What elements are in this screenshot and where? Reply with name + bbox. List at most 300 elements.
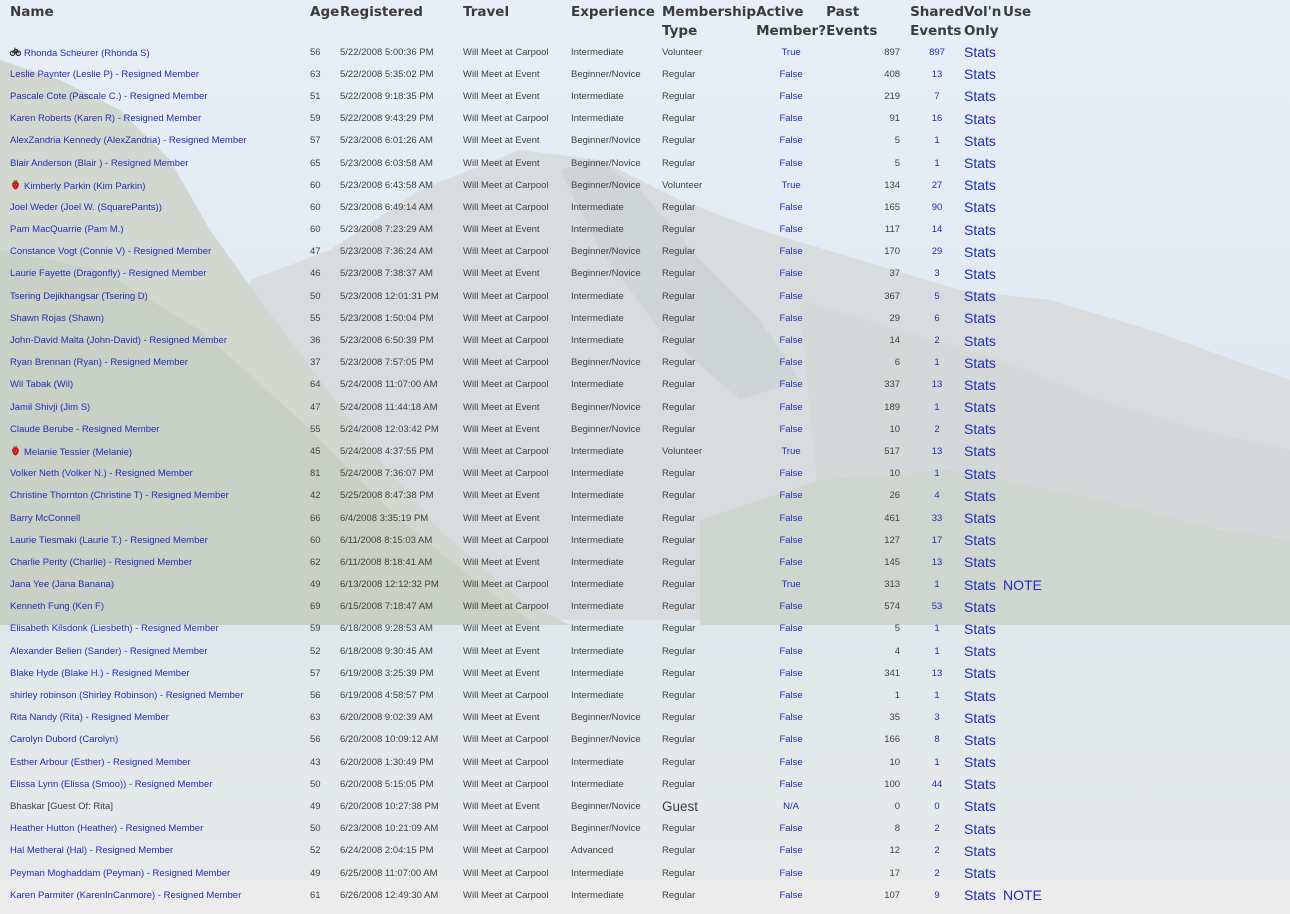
- experience-cell: Intermediate: [571, 113, 624, 125]
- member-name-link[interactable]: Leslie Paynter (Leslie P) - Resigned Member: [10, 68, 200, 80]
- member-name: [0, 574, 310, 596]
- member-name: [0, 219, 310, 241]
- use-cell: [1003, 485, 1063, 507]
- table-row: [0, 884, 1063, 906]
- use-cell: [1003, 862, 1063, 884]
- stats-link[interactable]: Stats: [964, 421, 996, 438]
- shared-events-cell: 33: [931, 512, 943, 524]
- stats-cell: [964, 285, 1003, 307]
- use-cell: [1003, 285, 1063, 307]
- table-row: [0, 263, 1063, 285]
- stats-link[interactable]: Stats: [964, 643, 996, 660]
- member-name-link[interactable]: Blair Anderson (Blair ) - Resigned Member: [10, 157, 189, 169]
- member-name: [0, 840, 310, 862]
- table-row: [0, 440, 1063, 462]
- membership-type-cell: Regular: [662, 623, 696, 635]
- member-name-link[interactable]: Jamil Shivji (Jim S): [10, 401, 91, 413]
- travel-cell: Will Meet at Carpool: [463, 867, 549, 879]
- travel-cell: Will Meet at Carpool: [463, 601, 549, 613]
- active-member-cell: False: [779, 690, 803, 702]
- member-name-link[interactable]: Peyman Moghaddam (Peyman) - Resigned Member: [10, 867, 231, 879]
- registered-cell: 5/23/2008 12:01:31 PM: [340, 290, 439, 302]
- experience-cell: Beginner/Novice: [571, 800, 641, 812]
- member-name: [0, 329, 310, 351]
- travel-cell: Will Meet at Carpool: [463, 312, 549, 324]
- use-cell: [1003, 418, 1063, 440]
- shared-events-cell: 3: [934, 268, 940, 280]
- member-name: [0, 707, 310, 729]
- member-name-link[interactable]: Karen Roberts (Karen R) - Resigned Member: [10, 113, 202, 125]
- past-events-cell: 341: [884, 667, 901, 679]
- past-events-cell: 107: [884, 889, 901, 901]
- registered-cell: 6/18/2008 9:30:45 AM: [340, 645, 433, 657]
- shared-events-cell: 1: [934, 623, 940, 635]
- member-name-link[interactable]: Jana Yee (Jana Banana): [10, 579, 115, 591]
- stats-cell: [964, 307, 1003, 329]
- stats-link[interactable]: Stats: [964, 221, 996, 238]
- member-name-link[interactable]: Shawn Rojas (Shawn): [10, 312, 104, 324]
- past-events-cell: 10: [889, 423, 901, 435]
- stats-link[interactable]: Stats: [964, 842, 996, 859]
- member-name: [0, 551, 310, 573]
- travel-cell: Will Meet at Event: [463, 490, 540, 502]
- registered-cell: 5/24/2008 11:44:18 AM: [340, 401, 438, 413]
- experience-cell: Intermediate: [571, 90, 624, 102]
- age-cell: 81: [310, 468, 321, 480]
- age-cell: 49: [310, 867, 321, 879]
- experience-cell: Beginner/Novice: [571, 246, 641, 258]
- stats-link[interactable]: Stats: [964, 865, 996, 882]
- registered-cell: 5/24/2008 12:03:42 PM: [340, 423, 439, 435]
- travel-cell: Will Meet at Carpool: [463, 889, 549, 901]
- table-row: [0, 41, 1063, 63]
- header-voln-only: Vol'n Only: [964, 4, 1002, 39]
- past-events-cell: 5: [894, 135, 901, 147]
- membership-type-cell: Volunteer: [662, 445, 703, 457]
- member-name: [0, 174, 310, 196]
- member-name-link[interactable]: Volker Neth (Volker N.) - Resigned Member: [10, 468, 193, 480]
- member-name-link[interactable]: Heather Hutton (Heather) - Resigned Member: [10, 823, 204, 835]
- stats-cell: [964, 85, 1003, 107]
- age-cell: 60: [310, 224, 321, 236]
- header-experience: Experience: [571, 4, 655, 20]
- member-name-link[interactable]: Tsering Dejikhangsar (Tsering D): [10, 290, 148, 302]
- travel-cell: Will Meet at Carpool: [463, 845, 549, 857]
- age-cell: 60: [310, 534, 321, 546]
- member-name-link[interactable]: Alexander Belien (Sander) - Resigned Member: [10, 645, 208, 657]
- stats-cell: [964, 463, 1003, 485]
- registered-cell: 6/20/2008 5:15:05 PM: [340, 778, 434, 790]
- member-name-link[interactable]: Charlie Perity (Charlie) - Resigned Member: [10, 556, 193, 568]
- member-name: [0, 440, 310, 462]
- header-name: Name: [10, 4, 54, 20]
- stats-cell: [964, 174, 1003, 196]
- travel-cell: Will Meet at Event: [463, 512, 540, 524]
- travel-cell: Will Meet at Event: [463, 68, 540, 80]
- member-name-link[interactable]: Constance Vogt (Connie V) - Resigned Member: [10, 246, 212, 258]
- active-member-cell: False: [779, 68, 803, 80]
- shared-events-cell: 8: [934, 734, 940, 746]
- member-name: [0, 130, 310, 152]
- member-name-link[interactable]: Esther Arbour (Esther) - Resigned Member: [10, 756, 191, 768]
- member-name-link[interactable]: Karen Parmiter (KarenInCanmore) - Resigned Member: [10, 889, 242, 901]
- member-name-link[interactable]: Elissa Lynn (Elissa (Smoo)) - Resigned Member: [10, 778, 213, 790]
- member-name: [0, 662, 310, 684]
- past-events-cell: 145: [884, 556, 901, 568]
- membership-type-cell: Regular: [662, 246, 696, 258]
- use-cell: [1003, 795, 1063, 817]
- active-member-cell: False: [779, 556, 803, 568]
- membership-type-cell: Regular: [662, 90, 696, 102]
- stats-link[interactable]: Stats: [964, 532, 996, 549]
- travel-cell: Will Meet at Carpool: [463, 756, 549, 768]
- active-member-cell: False: [779, 534, 803, 546]
- past-events-cell: 5: [894, 623, 901, 635]
- stats-link[interactable]: Stats: [964, 310, 996, 327]
- use-cell: [1003, 507, 1063, 529]
- past-events-cell: 10: [889, 468, 901, 480]
- stats-cell: [964, 440, 1003, 462]
- stats-cell: [964, 574, 1003, 596]
- member-name-link[interactable]: Kimberly Parkin (Kim Parkin): [24, 180, 146, 192]
- member-name: [0, 263, 310, 285]
- table-row: [0, 751, 1063, 773]
- shared-events-cell: 5: [934, 290, 940, 302]
- stats-link[interactable]: Stats: [964, 487, 996, 504]
- member-name: [0, 241, 310, 263]
- membership-type-cell: Regular: [662, 756, 696, 768]
- member-name-link[interactable]: Christine Thornton (Christine T) - Resigned Member: [10, 490, 229, 502]
- member-name-link[interactable]: AlexZandria Kennedy (AlexZandria) - Resigned Member: [10, 135, 247, 147]
- past-events-cell: 337: [884, 379, 901, 391]
- membership-type-cell: Regular: [662, 534, 696, 546]
- member-name: [0, 196, 310, 218]
- membership-type-cell: Regular: [662, 889, 696, 901]
- member-name: [0, 374, 310, 396]
- age-cell: 56: [310, 690, 321, 702]
- registered-cell: 5/23/2008 6:03:58 AM: [340, 157, 433, 169]
- active-member-cell: False: [779, 734, 803, 746]
- active-member-cell: False: [779, 90, 803, 102]
- member-name-link[interactable]: Hal Metheral (Hal) - Resigned Member: [10, 845, 174, 857]
- member-name-link[interactable]: Barry McConnell: [10, 512, 81, 524]
- use-cell: [1003, 241, 1063, 263]
- stats-link[interactable]: Stats: [964, 620, 996, 637]
- member-name: [0, 795, 310, 817]
- age-cell: 50: [310, 823, 321, 835]
- experience-cell: Intermediate: [571, 690, 624, 702]
- membership-type-cell: Regular: [662, 556, 696, 568]
- member-name-link[interactable]: Elisabeth Kilsdonk (Liesbeth) - Resigned Member: [10, 623, 219, 635]
- membership-type-cell: Guest: [662, 798, 699, 814]
- member-name-link[interactable]: Laurie Tiesmaki (Laurie T.) - Resigned Member: [10, 534, 208, 546]
- experience-cell: Intermediate: [571, 335, 624, 347]
- past-events-cell: 165: [884, 201, 901, 213]
- travel-cell: Will Meet at Event: [463, 224, 540, 236]
- active-member-cell: False: [779, 135, 803, 147]
- member-name: [0, 396, 310, 418]
- experience-cell: Beginner/Novice: [571, 179, 641, 191]
- active-member-cell: False: [779, 667, 803, 679]
- member-name: [0, 152, 310, 174]
- stats-link[interactable]: Stats: [964, 132, 996, 149]
- use-cell: [1003, 396, 1063, 418]
- membership-type-cell: Regular: [662, 357, 696, 369]
- registered-cell: 6/11/2008 8:18:41 AM: [340, 556, 433, 568]
- membership-type-cell: Regular: [662, 845, 696, 857]
- past-events-cell: 12: [889, 845, 901, 857]
- member-name-link[interactable]: John-David Malta (John-David) - Resigned Member: [10, 335, 228, 347]
- travel-cell: Will Meet at Carpool: [463, 379, 549, 391]
- use-cell: [1003, 529, 1063, 551]
- table-row: [0, 152, 1063, 174]
- age-cell: 57: [310, 667, 321, 679]
- stats-link[interactable]: Stats: [964, 687, 996, 704]
- membership-type-cell: Regular: [662, 335, 696, 347]
- travel-cell: Will Meet at Event: [463, 667, 540, 679]
- age-cell: 52: [310, 845, 321, 857]
- active-member-cell: False: [779, 201, 803, 213]
- age-cell: 69: [310, 601, 321, 613]
- active-member-cell: False: [779, 490, 803, 502]
- use-cell: [1003, 662, 1063, 684]
- use-cell: [1003, 751, 1063, 773]
- member-name: [0, 352, 310, 374]
- registered-cell: 5/22/2008 5:00:36 PM: [340, 46, 434, 58]
- age-cell: 63: [310, 712, 321, 724]
- use-cell: [1003, 196, 1063, 218]
- membership-type-cell: Volunteer: [662, 179, 703, 191]
- travel-cell: Will Meet at Carpool: [463, 579, 549, 591]
- active-member-cell: False: [779, 845, 803, 857]
- stats-link[interactable]: Stats: [964, 332, 996, 349]
- past-events-cell: 0: [894, 800, 901, 812]
- stats-link[interactable]: Stats: [964, 110, 996, 127]
- use-cell: [1003, 130, 1063, 152]
- registered-cell: 6/4/2008 3:35:19 PM: [340, 512, 429, 524]
- membership-type-cell: Regular: [662, 290, 696, 302]
- table-row: [0, 196, 1063, 218]
- experience-cell: Intermediate: [571, 379, 624, 391]
- stats-link[interactable]: Stats: [964, 443, 996, 460]
- stats-link[interactable]: Stats: [964, 820, 996, 837]
- age-cell: 46: [310, 268, 321, 280]
- member-name: [0, 618, 310, 640]
- past-events-cell: 26: [889, 490, 901, 502]
- stats-link[interactable]: Stats: [964, 88, 996, 105]
- registered-cell: 6/20/2008 1:30:49 PM: [340, 756, 434, 768]
- experience-cell: Beginner/Novice: [571, 712, 641, 724]
- use-cell: [1003, 707, 1063, 729]
- stats-link[interactable]: Stats: [964, 709, 996, 726]
- registered-cell: 5/24/2008 4:37:55 PM: [340, 445, 434, 457]
- registered-cell: 6/23/2008 10:21:09 AM: [340, 823, 439, 835]
- use-cell: [1003, 329, 1063, 351]
- use-cell: [1003, 41, 1063, 63]
- shared-events-cell: 6: [934, 312, 940, 324]
- header-age: Age: [310, 4, 340, 20]
- shared-events-cell: 1: [934, 357, 940, 369]
- stats-link[interactable]: Stats: [964, 199, 996, 216]
- shared-events-cell: 3: [934, 712, 940, 724]
- note-link[interactable]: NOTE: [1003, 576, 1042, 593]
- header-registered: Registered: [340, 4, 423, 20]
- member-name-link[interactable]: Rhonda Scheurer (Rhonda S): [24, 47, 150, 59]
- age-cell: 37: [310, 357, 321, 369]
- shared-events-cell: 4: [934, 490, 940, 502]
- member-name-link[interactable]: Blake Hyde (Blake H.) - Resigned Member: [10, 667, 190, 679]
- stats-link[interactable]: Stats: [964, 243, 996, 260]
- active-member-cell: False: [779, 357, 803, 369]
- member-name-link[interactable]: Claude Berube - Resigned Member: [10, 423, 160, 435]
- member-name: [0, 307, 310, 329]
- use-cell: [1003, 574, 1063, 596]
- membership-type-cell: Regular: [662, 401, 696, 413]
- member-name-link[interactable]: Laurie Fayette (Dragonfly) - Resigned Member: [10, 268, 207, 280]
- stats-link[interactable]: Stats: [964, 554, 996, 571]
- stats-link[interactable]: Stats: [964, 665, 996, 682]
- note-link[interactable]: NOTE: [1003, 887, 1042, 904]
- experience-cell: Intermediate: [571, 623, 624, 635]
- stats-link[interactable]: Stats: [964, 798, 996, 815]
- table-header-row: [0, 0, 1063, 41]
- member-name-link[interactable]: shirley robinson (Shirley Robinson) - Resigned Member: [10, 690, 244, 702]
- experience-cell: Intermediate: [571, 667, 624, 679]
- stats-link[interactable]: Stats: [964, 44, 996, 61]
- table-row: [0, 507, 1063, 529]
- member-name: [0, 862, 310, 884]
- member-name-link[interactable]: Kenneth Fung (Ken F): [10, 601, 104, 613]
- registered-cell: 5/23/2008 6:49:14 AM: [340, 201, 433, 213]
- stats-link[interactable]: Stats: [964, 598, 996, 615]
- member-name-link[interactable]: Pascale Cote (Pascale C.) - Resigned Member: [10, 90, 208, 102]
- age-cell: 49: [310, 800, 321, 812]
- shared-events-cell: 90: [931, 201, 943, 213]
- experience-cell: Intermediate: [571, 601, 624, 613]
- registered-cell: 6/26/2008 12:49:30 AM: [340, 889, 439, 901]
- past-events-cell: 408: [884, 68, 901, 80]
- table-row: [0, 307, 1063, 329]
- shared-events-cell: 0: [934, 800, 940, 812]
- stats-link[interactable]: Stats: [964, 155, 996, 172]
- age-cell: 45: [310, 445, 321, 457]
- use-cell: [1003, 440, 1063, 462]
- registered-cell: 6/20/2008 10:09:12 AM: [340, 734, 439, 746]
- shared-events-cell: 9: [934, 889, 940, 901]
- age-cell: 62: [310, 556, 321, 568]
- stats-link[interactable]: Stats: [964, 465, 996, 482]
- age-cell: 56: [310, 46, 321, 58]
- stats-cell: [964, 374, 1003, 396]
- active-member-cell: False: [779, 712, 803, 724]
- experience-cell: Intermediate: [571, 534, 624, 546]
- member-name-link[interactable]: Melanie Tessier (Melanie): [24, 446, 133, 458]
- member-name-link[interactable]: Wil Tabak (Wil): [10, 379, 74, 391]
- active-member-cell: False: [779, 290, 803, 302]
- stats-link[interactable]: Stats: [964, 510, 996, 527]
- past-events-cell: 4: [894, 645, 901, 657]
- member-name-link[interactable]: Rita Nandy (Rita) - Resigned Member: [10, 712, 169, 724]
- registered-cell: 5/23/2008 7:38:37 AM: [340, 268, 433, 280]
- stats-link[interactable]: Stats: [964, 66, 996, 83]
- past-events-cell: 5: [894, 157, 901, 169]
- use-cell: [1003, 596, 1063, 618]
- age-cell: 61: [310, 889, 321, 901]
- member-name-text: Bhaskar [Guest Of: Rita]: [10, 800, 113, 812]
- membership-type-cell: Regular: [662, 201, 696, 213]
- member-name: [0, 751, 310, 773]
- experience-cell: Intermediate: [571, 579, 624, 591]
- stats-cell: [964, 773, 1003, 795]
- stats-link[interactable]: Stats: [964, 265, 996, 282]
- travel-cell: Will Meet at Carpool: [463, 113, 549, 125]
- stats-cell: [964, 862, 1003, 884]
- registered-cell: 6/25/2008 11:07:00 AM: [340, 867, 438, 879]
- travel-cell: Will Meet at Carpool: [463, 445, 549, 457]
- member-name-link[interactable]: Joel Weder (Joel W. (SquarePants)): [10, 201, 162, 213]
- header-membership-type: Membership Type: [662, 4, 757, 39]
- active-member-cell: True: [781, 445, 801, 457]
- stats-link[interactable]: Stats: [964, 288, 996, 305]
- past-events-cell: 91: [889, 113, 901, 125]
- use-cell: [1003, 884, 1063, 906]
- stats-cell: [964, 485, 1003, 507]
- travel-cell: Will Meet at Event: [463, 401, 540, 413]
- member-name-link[interactable]: Ryan Brennan (Ryan) - Resigned Member: [10, 357, 188, 369]
- stats-link[interactable]: Stats: [964, 731, 996, 748]
- experience-cell: Intermediate: [571, 756, 624, 768]
- membership-type-cell: Regular: [662, 712, 696, 724]
- membership-type-cell: Regular: [662, 867, 696, 879]
- header-past-events: Past Events: [826, 4, 878, 39]
- stats-link[interactable]: Stats: [964, 399, 996, 416]
- stats-link[interactable]: Stats: [964, 776, 996, 793]
- age-cell: 65: [310, 157, 321, 169]
- experience-cell: Intermediate: [571, 46, 624, 58]
- past-events-cell: 37: [889, 268, 901, 280]
- travel-cell: Will Meet at Carpool: [463, 46, 549, 58]
- stats-link[interactable]: Stats: [964, 376, 996, 393]
- active-member-cell: False: [779, 645, 803, 657]
- stats-link[interactable]: Stats: [964, 887, 996, 904]
- member-name: [0, 485, 310, 507]
- membership-type-cell: Regular: [662, 379, 696, 391]
- registered-cell: 5/23/2008 7:23:29 AM: [340, 224, 433, 236]
- stats-link[interactable]: Stats: [964, 754, 996, 771]
- stats-link[interactable]: Stats: [964, 177, 996, 194]
- stats-cell: [964, 263, 1003, 285]
- shared-events-cell: 897: [929, 46, 945, 58]
- table-row: [0, 773, 1063, 795]
- stats-link[interactable]: Stats: [964, 576, 996, 593]
- active-member-cell: False: [779, 512, 803, 524]
- experience-cell: Beginner/Novice: [571, 135, 641, 147]
- travel-cell: Will Meet at Carpool: [463, 468, 549, 480]
- active-member-cell: False: [779, 335, 803, 347]
- member-name: [0, 529, 310, 551]
- active-member-cell: False: [779, 401, 803, 413]
- age-cell: 60: [310, 201, 321, 213]
- member-name-link[interactable]: Pam MacQuarrie (Pam M.): [10, 224, 124, 236]
- past-events-cell: 461: [884, 512, 901, 524]
- active-member-cell: False: [779, 157, 803, 169]
- member-name-link[interactable]: Carolyn Dubord (Carolyn): [10, 734, 119, 746]
- shared-events-cell: 2: [934, 423, 940, 435]
- active-member-cell: N/A: [783, 800, 799, 812]
- use-cell: [1003, 219, 1063, 241]
- stats-link[interactable]: Stats: [964, 354, 996, 371]
- stats-cell: [964, 840, 1003, 862]
